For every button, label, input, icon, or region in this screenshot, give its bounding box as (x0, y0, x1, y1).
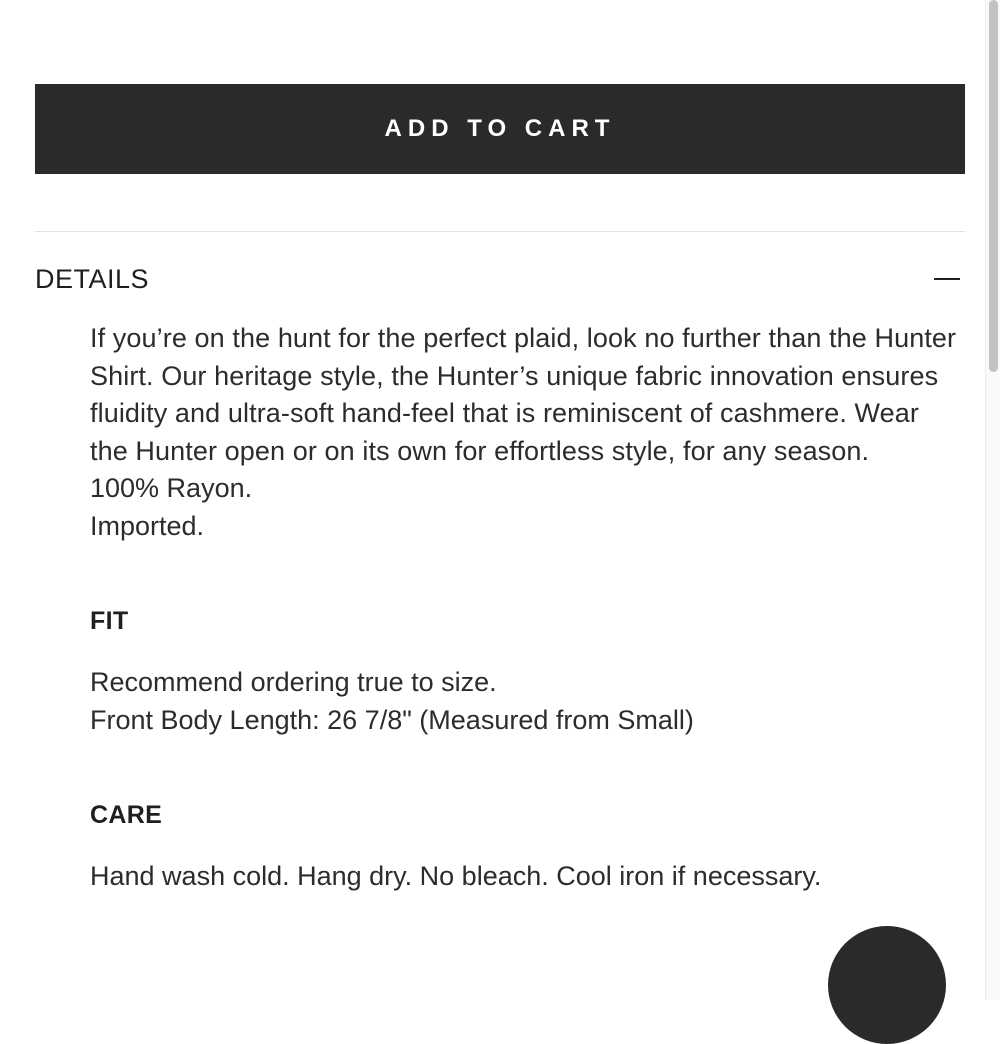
page-scrollbar[interactable] (985, 0, 1000, 1000)
spacer (90, 830, 960, 858)
minus-icon-bar (934, 278, 960, 280)
fit-recommendation: Recommend ordering true to size. (90, 667, 497, 697)
product-material: 100% Rayon. (90, 473, 253, 503)
section-divider (35, 231, 965, 232)
chat-bubble-icon[interactable] (828, 926, 946, 1044)
add-to-cart-button[interactable]: ADD TO CART (35, 84, 965, 174)
fit-measurement: Front Body Length: 26 7/8" (Measured from Small) (90, 704, 694, 735)
details-accordion-header[interactable] (35, 255, 965, 303)
spacer (90, 739, 960, 801)
details-accordion-title: DETAILS (35, 263, 150, 294)
product-origin: Imported. (90, 510, 205, 541)
care-heading: CARE (90, 801, 163, 829)
product-description: If you’re on the hunt for the perfect plaid, look no further than the Hunter Shirt. Our heritage style, the Hunter’s unique fabric innovation ensures fluidity and ultra-soft hand-feel that is reminiscent of cashmere. Wear the Hunter open or on its own for effortless style, for any season. (90, 323, 957, 466)
page-scrollbar-thumb[interactable] (989, 0, 998, 372)
spacer (90, 545, 960, 607)
care-instructions: Hand wash cold. Hang dry. No bleach. Cool iron if necessary. (90, 861, 822, 891)
minus-icon[interactable] (934, 266, 960, 292)
details-accordion-panel (90, 320, 960, 896)
fit-heading: FIT (90, 607, 129, 635)
spacer (90, 636, 960, 664)
